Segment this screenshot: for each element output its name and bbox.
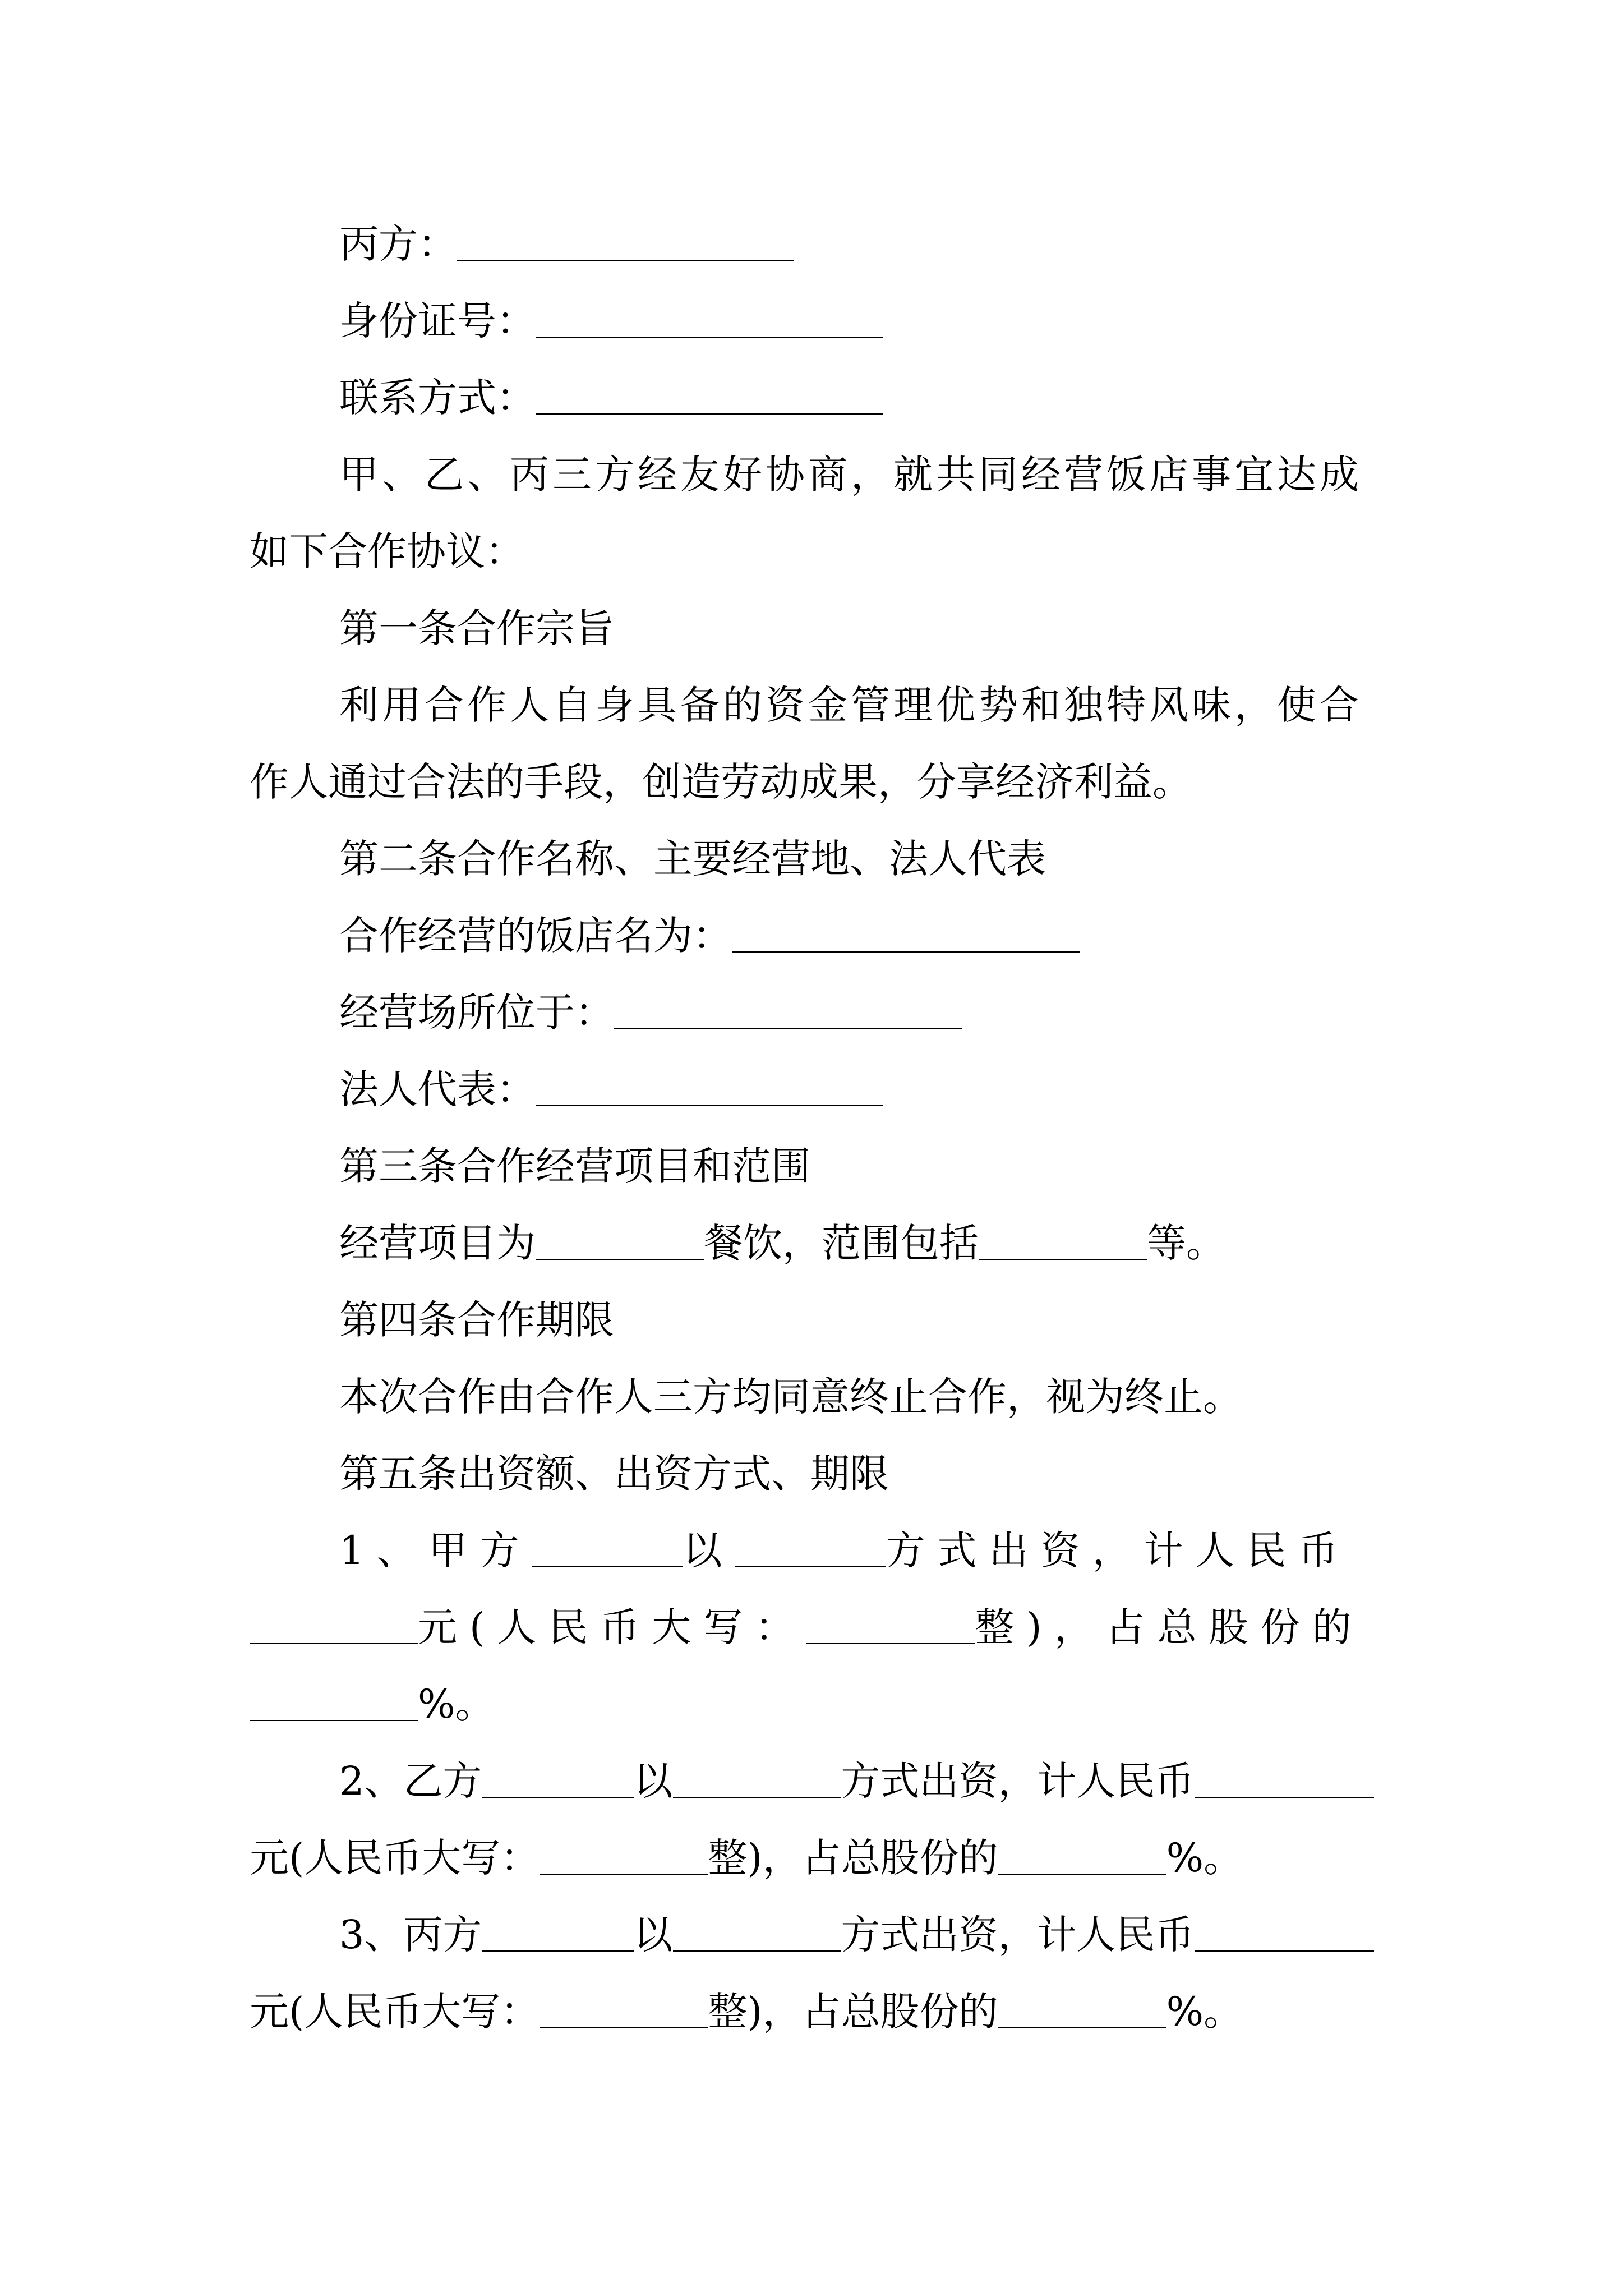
party-a-method-blank xyxy=(735,1566,886,1567)
scope-blank xyxy=(979,1259,1147,1260)
party-b-contribution-line-1 xyxy=(0,1742,1623,1820)
party-c-percent-blank xyxy=(998,2027,1166,2028)
party-c-blank xyxy=(457,260,794,261)
location-blank xyxy=(614,1028,962,1029)
party-c-share-text: 整)，占总股份的 xyxy=(708,1989,998,2035)
party-b-share-text: 整)，占总股份的 xyxy=(708,1835,998,1881)
party-a-yuan-text: 元(人民币大写： xyxy=(418,1604,807,1650)
party-c-label: 丙方： xyxy=(339,221,457,267)
party-c-method-text: 方式出资，计人民币 xyxy=(841,1912,1195,1958)
party-a-contribution-line-3 xyxy=(0,1665,1623,1743)
party-c-rmb-blank xyxy=(1195,1950,1374,1952)
party-a-percent-text: %。 xyxy=(418,1681,495,1727)
restaurant-name-label: 合作经营的饭店名为： xyxy=(339,913,732,959)
party-a-rmb-blank xyxy=(250,1643,418,1644)
party-a-with: 以 xyxy=(683,1527,735,1573)
article-1-line-2: 作人通过合法的手段，创造劳动成果，分享经济利益。 xyxy=(250,759,1192,805)
party-c-contrib-label: 3、丙方 xyxy=(339,1912,482,1958)
article-3-heading: 第三条合作经营项目和范围 xyxy=(339,1143,810,1189)
party-c-contribution-line-1 xyxy=(0,1895,1623,1974)
scope-label: 餐饮，范围包括 xyxy=(704,1220,979,1266)
party-b-contribution-line-2 xyxy=(0,1819,1623,1897)
party-b-label: 2、乙方 xyxy=(339,1758,482,1804)
legal-rep-label: 法人代表： xyxy=(339,1066,536,1112)
party-c-method-blank xyxy=(673,1950,841,1952)
contact-blank xyxy=(536,413,883,415)
party-a-contribution-line-1 xyxy=(0,1511,1623,1590)
party-c-line xyxy=(0,205,1623,283)
intro-line-1: 甲、乙、丙三方经友好协商，就共同经营饭店事宜达成 xyxy=(339,452,1362,498)
party-c-with: 以 xyxy=(633,1912,673,1958)
party-c-contribution-line-2 xyxy=(0,1972,1623,2051)
article-1-line-1: 利用合作人自身具备的资金管理优势和独特风味，使合 xyxy=(339,682,1362,728)
contact-label: 联系方式： xyxy=(339,375,536,421)
party-a-label: 1、甲方 xyxy=(339,1527,532,1573)
article-2-heading: 第二条合作名称、主要经营地、法人代表 xyxy=(339,836,1046,882)
party-a-contribution-line-2 xyxy=(0,1588,1623,1667)
intro-line-2: 如下合作协议： xyxy=(250,528,524,574)
article-4-heading: 第四条合作期限 xyxy=(339,1297,614,1343)
location-line xyxy=(0,973,1623,1052)
restaurant-name-line xyxy=(0,896,1623,975)
party-b-yuan-text: 元(人民币大写： xyxy=(250,1835,540,1881)
location-label: 经营场所位于： xyxy=(339,990,614,1036)
party-b-with: 以 xyxy=(633,1758,673,1804)
article-1-heading: 第一条合作宗旨 xyxy=(339,605,614,651)
id-number-blank xyxy=(536,337,883,338)
article-5-heading: 第五条出资额、出资方式、期限 xyxy=(339,1451,889,1497)
article-4-line-1: 本次合作由合作人三方均同意终止合作，视为终止。 xyxy=(339,1374,1242,1420)
legal-rep-blank xyxy=(536,1105,883,1106)
id-number-label: 身份证号： xyxy=(339,298,536,344)
party-a-share-text: 整)，占总股份的 xyxy=(975,1604,1364,1650)
party-c-capital-blank xyxy=(540,2027,708,2028)
party-b-percent-blank xyxy=(998,1874,1166,1875)
party-c-percent-text: %。 xyxy=(1166,1989,1243,2035)
business-item-label: 经营项目为 xyxy=(339,1220,536,1266)
party-b-capital-blank xyxy=(540,1874,708,1875)
scope-end: 等。 xyxy=(1147,1220,1225,1266)
party-c-yuan-text: 元(人民币大写： xyxy=(250,1989,540,2035)
party-a-percent-blank xyxy=(250,1720,418,1721)
party-a-amount-blank xyxy=(532,1566,683,1567)
party-b-rmb-blank xyxy=(1195,1797,1374,1798)
legal-rep-line xyxy=(0,1050,1623,1129)
party-c-amount-blank xyxy=(482,1950,634,1952)
party-b-amount-blank xyxy=(482,1797,634,1798)
restaurant-name-blank xyxy=(732,951,1080,953)
party-b-percent-text: %。 xyxy=(1166,1835,1243,1881)
business-item-blank xyxy=(536,1259,704,1260)
id-number-line xyxy=(0,282,1623,360)
contact-line xyxy=(0,358,1623,437)
party-a-method-text: 方式出资，计人民币 xyxy=(886,1527,1350,1573)
business-scope-line xyxy=(0,1204,1623,1282)
party-b-method-blank xyxy=(673,1797,841,1798)
party-b-method-text: 方式出资，计人民币 xyxy=(841,1758,1195,1804)
party-a-capital-blank xyxy=(806,1643,975,1644)
